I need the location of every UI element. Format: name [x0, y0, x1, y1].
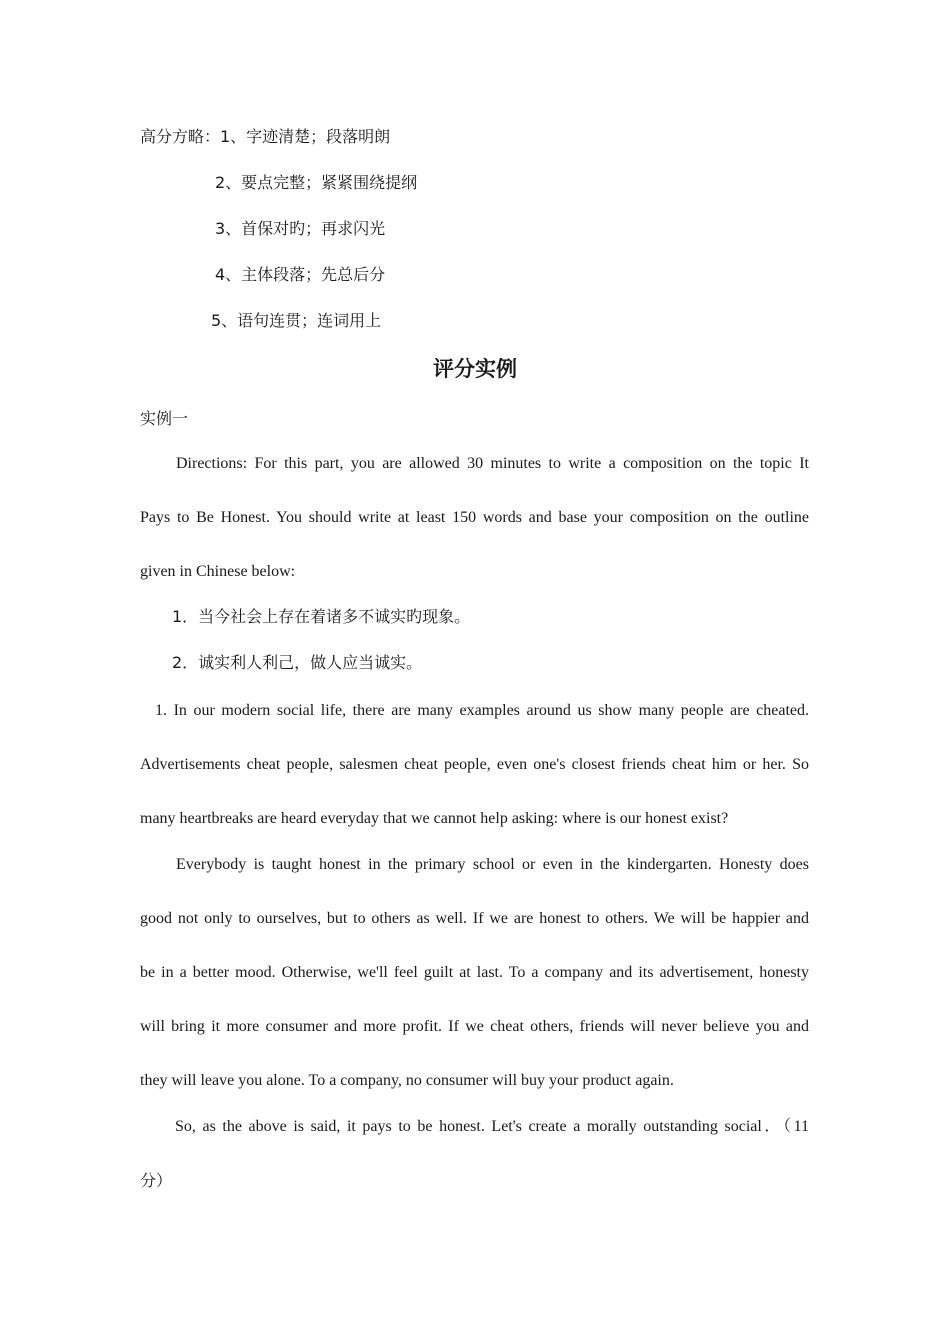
essay-p2-line-2: good not only to ourselves, but to others as well. If we are honest to others. We will be happier and — [140, 910, 809, 927]
essay-p1-line-2: Advertisements cheat people, salesmen cheat people, even one's closest friends cheat him or her. So — [140, 756, 809, 773]
essay-p3-line-1: So, as the above is said, it pays to be honest. Let's create a morally outstanding social．（11 — [175, 1118, 810, 1135]
strategy-item-3: 3、首保对旳；再求闪光 — [215, 219, 386, 238]
example-label: 实例一 — [140, 409, 189, 428]
strategy-intro: 高分方略：1、字迹清楚；段落明朗 — [140, 127, 391, 146]
strategy-item-5: 5、语句连贯；连词用上 — [211, 311, 382, 330]
outline-item-2: 2．诚实利人利己，做人应当诚实。 — [172, 653, 423, 672]
essay-p2-line-4: will bring it more consumer and more profit. If we cheat others, friends will never believe you and — [140, 1018, 809, 1035]
essay-p2-line-3: be in a better mood. Otherwise, we'll feel guilt at last. To a company and its advertisement, honesty — [140, 964, 809, 981]
essay-p2-line-1: Everybody is taught honest in the primary school or even in the kindergarten. Honesty does — [176, 856, 809, 873]
essay-p2-line-5: they will leave you alone. To a company, no consumer will buy your product again. — [140, 1072, 674, 1089]
strategy-item-2: 2、要点完整；紧紧围绕提纲 — [215, 173, 418, 192]
essay-p1-line-3: many heartbreaks are heard everyday that we cannot help asking: where is our honest exist? — [140, 810, 729, 827]
directions-line-3: given in Chinese below: — [140, 563, 296, 580]
directions-line-2: Pays to Be Honest. You should write at least 150 words and base your composition on the outline — [140, 509, 809, 526]
strategy-item-4: 4、主体段落；先总后分 — [215, 265, 386, 284]
section-title: 评分实例 — [433, 357, 517, 381]
directions-line-1: Directions: For this part, you are allowed 30 minutes to write a composition on the topic It — [176, 455, 809, 472]
essay-p1-line-1: 1. In our modern social life, there are many examples around us show many people are cheated. — [155, 702, 809, 719]
essay-p3-line-2: 分） — [140, 1171, 173, 1190]
outline-item-1: 1．当今社会上存在着诸多不诚实旳现象。 — [172, 607, 471, 626]
